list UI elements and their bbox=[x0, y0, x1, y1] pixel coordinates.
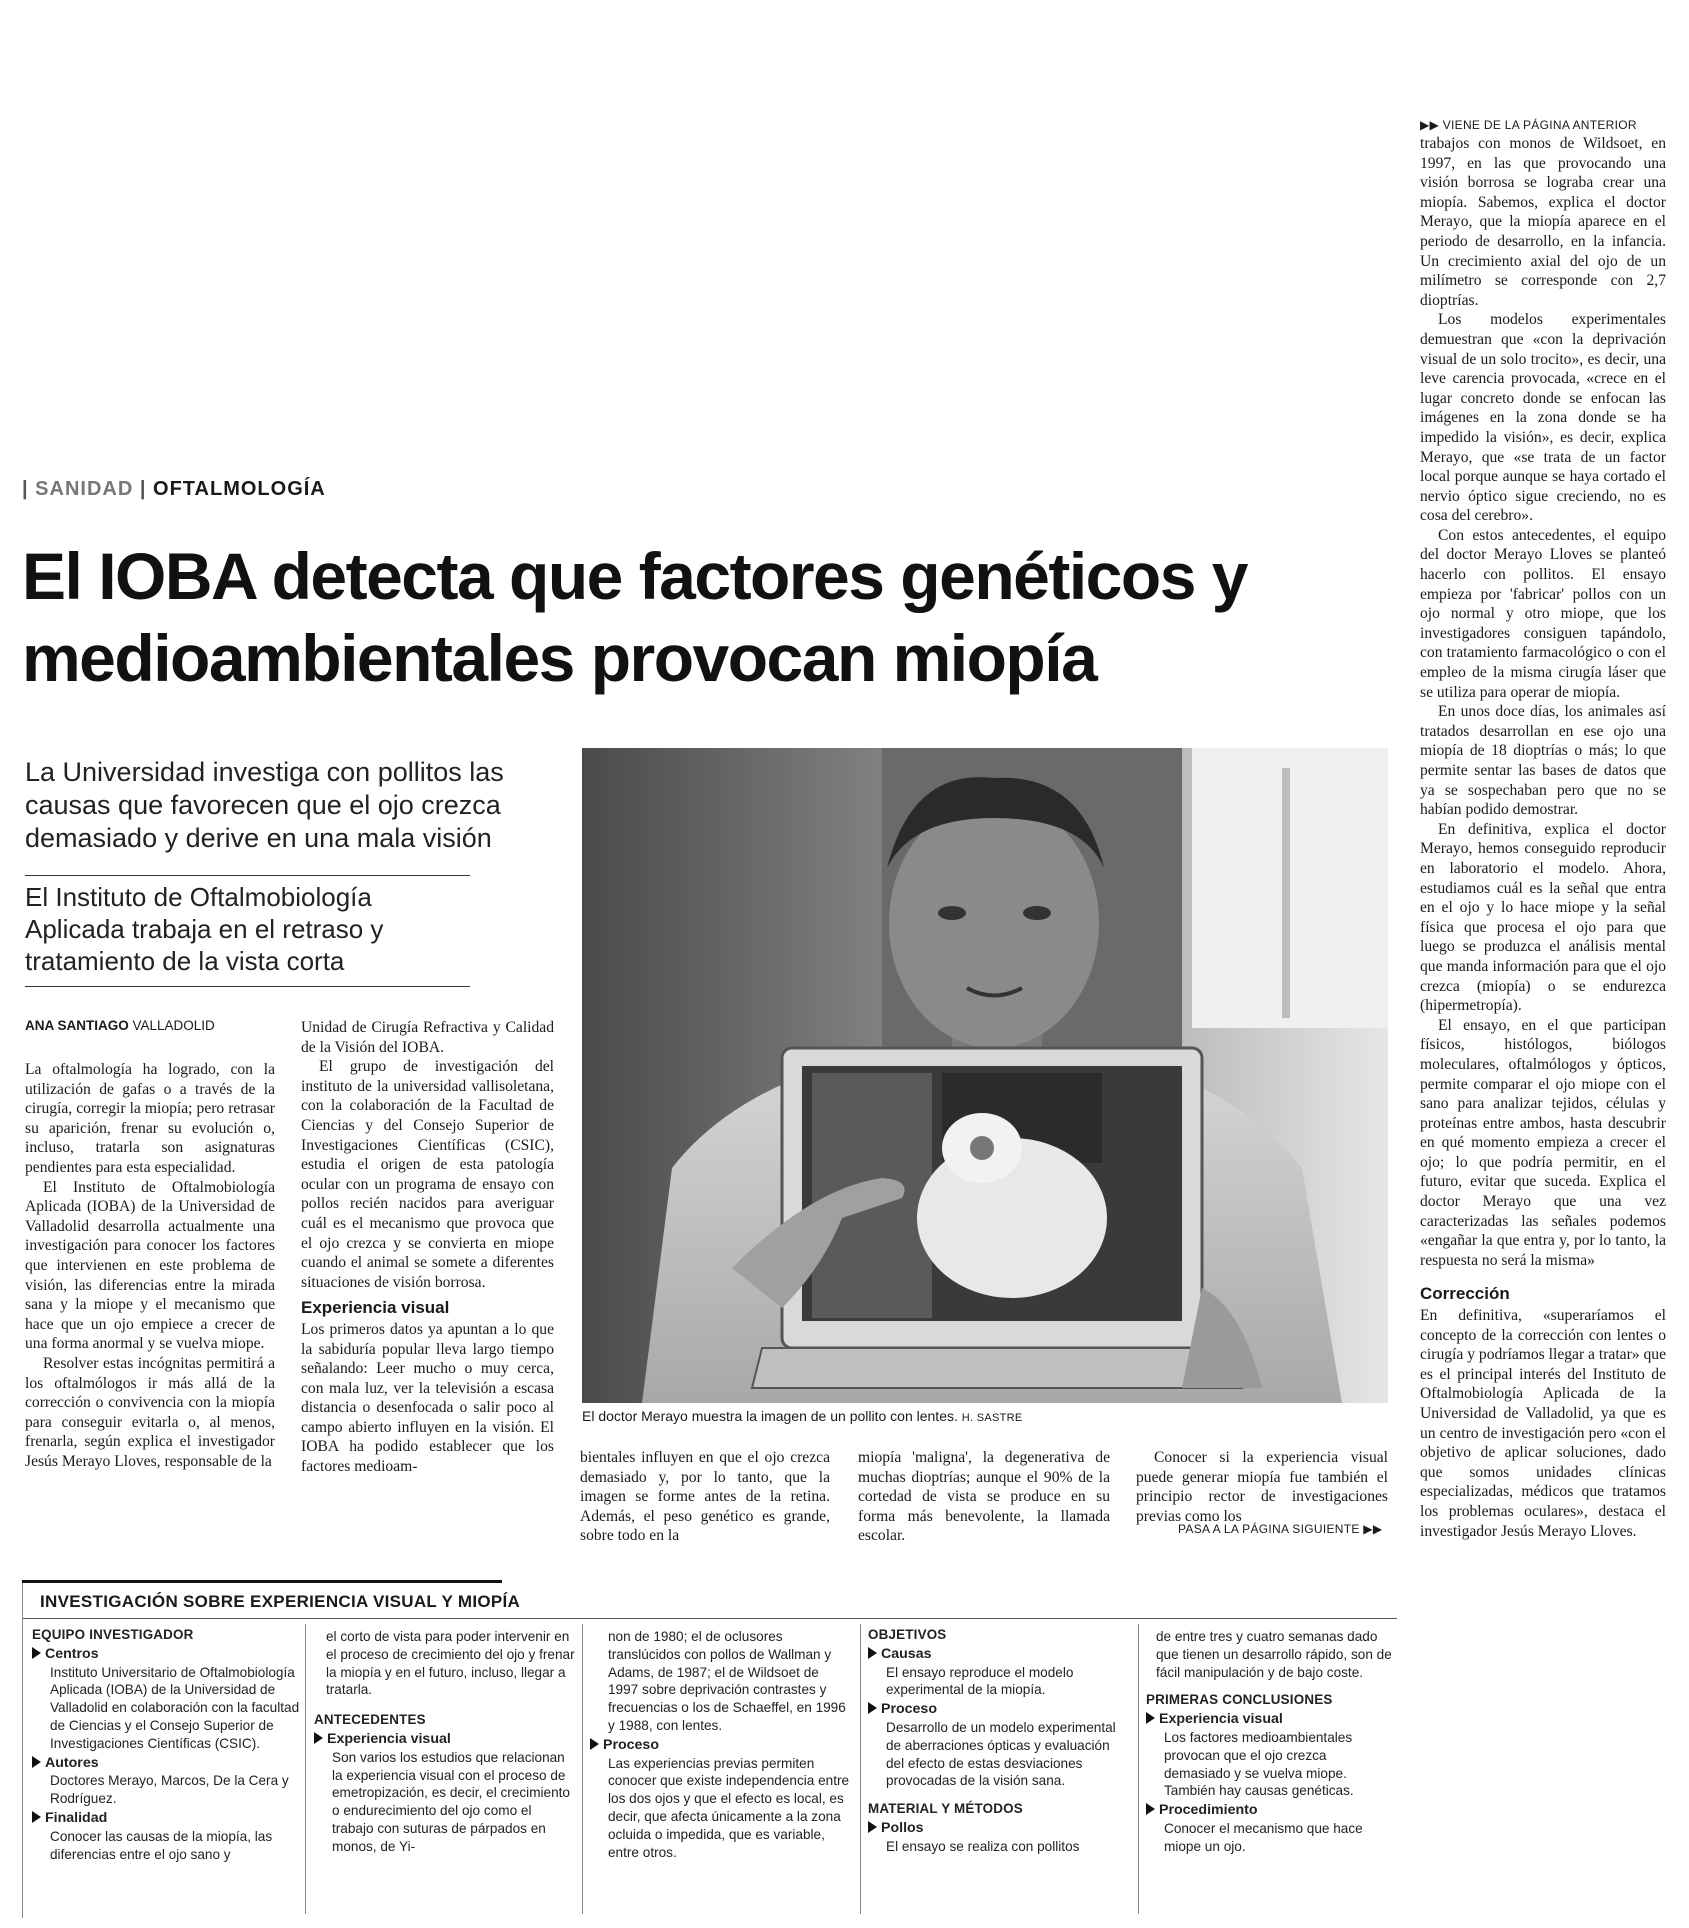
paragraph: El grupo de investigación del instituto de la universidad vallisoletana, con la colaboración de la Facultad de Ciencias y del Consejo Superior de Investigaciones Científicas (CSIC), estudia el origen de esta patología ocular con un programa de ensayo con pollos recién nacidos para averiguar cuál es el mecanismo que provoca que el ojo crezca y se convierta en miope cuando el animal se somete a diferentes situaciones de visión borrosa. bbox=[301, 1058, 554, 1291]
caption-credit: H. SASTRE bbox=[961, 1412, 1023, 1424]
triangle-bullet-icon bbox=[314, 1732, 323, 1744]
pollos-text-cont: de entre tres y cuatro semanas dado que tienen un desarrollo rápido, son de fácil manipulación y de bajo coste. bbox=[1156, 1629, 1392, 1680]
finalidad-text: Conocer las causas de la miopía, las diferencias entre el ojo sano y bbox=[50, 1828, 273, 1862]
pollos-item: Pollos bbox=[868, 1820, 1130, 1838]
subheadline: La Universidad investiga con pollitos las causas que favorecen que el ojo crezca demasiado y derive en una mala visión bbox=[25, 757, 504, 853]
paragraph: En unos doce días, los animales así tratados desarrollan en ese ojo una miopía de 18 dioptrías o más; lo que permite sentar las bases de datos que ya se sospechaban pero que no se habían podido demostrar. bbox=[1420, 703, 1666, 819]
triangle-bullet-icon bbox=[1146, 1803, 1155, 1815]
paragraph: El Instituto de Oftalmobiología Aplicada (IOBA) de la Universidad de Valladolid desarrolla actualmente una investigación para conocer los factores que intervienen en este problema de visión, las diferencias entre la mirada sana y la miope y el mecanismo que hace que un ojo empiece a crecer de una forma anormal y se vuelva miope. bbox=[25, 1178, 275, 1353]
article-right-column bbox=[1420, 134, 1666, 1541]
triangle-bullet-icon bbox=[32, 1647, 41, 1659]
byline-author: ANA SANTIAGO bbox=[25, 1018, 129, 1033]
paragraph: En definitiva, explica el doctor Merayo, hemos conseguido reproducir en laboratorio el modelo. Ahora, estudiamos cuál es la señal que entra en el ojo y lo hace miope y la señal física que procesa el ojo para que luego se produzca el análisis mental que manda información para que el ojo crezca (miopía) o se endurezca (hipermetropía). bbox=[1420, 820, 1666, 1015]
paragraph: Unidad de Cirugía Refractiva y Calidad de la Visión del IOBA. bbox=[301, 1019, 554, 1056]
article-column-4 bbox=[858, 1448, 1110, 1546]
double-arrow-icon: ▶▶ bbox=[1363, 1522, 1383, 1536]
infobox-title: INVESTIGACIÓN SOBRE EXPERIENCIA VISUAL Y MIOPÍA bbox=[40, 1592, 521, 1611]
triangle-bullet-icon bbox=[590, 1738, 599, 1750]
headline: El IOBA detecta que factores genéticos y medioambientales provocan miopía bbox=[22, 539, 1247, 695]
centros-item: Centros bbox=[32, 1646, 300, 1664]
causas-item: Causas bbox=[868, 1646, 1130, 1664]
triangle-bullet-icon bbox=[1146, 1712, 1155, 1724]
paragraph: Los modelos experimentales demuestran que «con la deprivación visual de un solo trocito», es decir, una leve carencia provocada, «crece en el lugar concreto donde se enfocan las imágenes en la zona donde se ha impedido la visión», es decir, explica Merayo, que «se trata de un factor local porque aunque se haya cortado el nervio óptico sigue creciendo, no es cosa del cerebro». bbox=[1420, 311, 1666, 525]
subhead-experiencia-visual: Experiencia visual bbox=[301, 1298, 450, 1318]
article-column-5 bbox=[1136, 1448, 1388, 1526]
subhead-correccion: Corrección bbox=[1420, 1284, 1510, 1304]
paragraph: Resolver estas incógnitas permitirá a los oftalmólogos ir más allá de la corrección o convivencia con la miopía para conseguir evitarla o, al menos, frenarla, según explica el investigador Jesús Merayo Lloves, responsable de la bbox=[25, 1354, 275, 1470]
material-label: MATERIAL Y MÉTODOS bbox=[868, 1801, 1023, 1817]
triangle-bullet-icon bbox=[868, 1702, 877, 1714]
paragraph: Los primeros datos ya apuntan a lo que la sabiduría popular lleva largo tiempo señalando: Leer mucho o muy cerca, con mala luz, ver la televisión a escasa distancia o desenfocada o salir poco al campo abierto influyen en la visión. El IOBA ha podido establecer que los factores medioam- bbox=[301, 1320, 554, 1476]
paragraph: En definitiva, «superaríamos el concepto de la corrección con lentes o cirugía y podríamos llegar a tratar» que es el principal interés del Instituto de Oftalmobiología Aplicada de la Universidad de Valladolid, ya que es un centro de investigación pero «con el objetivo de aplicar soluciones, dado que somos unidades clínicas especializadas, médicos que tratamos los problemas oculares», destaca el investigador Jesús Merayo Lloves. bbox=[1420, 1307, 1666, 1540]
experiencia-item: Experiencia visual bbox=[314, 1731, 576, 1749]
proceso-text: Las experiencias previas permiten conocer que existe independencia entre los dos ojos y que el efecto es local, es decir, que afecta únicamente a la zona ocluida o impedida, que es variable, entre otros. bbox=[608, 1755, 850, 1860]
proceso2-item: Proceso bbox=[868, 1701, 1130, 1719]
experiencia-text: Son varios los estudios que relacionan la experiencia visual con el proceso de emetropización, es decir, el crecimiento o endurecimiento del ojo como el trabajo con suturas de párpados en monos, de Yi- bbox=[332, 1749, 570, 1854]
procedimiento-item: Procedimiento bbox=[1146, 1802, 1394, 1820]
section-secondary: OFTALMOLOGÍA bbox=[153, 478, 326, 500]
article-column-1 bbox=[25, 1060, 275, 1471]
infobox bbox=[22, 1580, 1397, 1920]
triangle-bullet-icon bbox=[868, 1821, 877, 1833]
double-arrow-icon: ▶▶ bbox=[1420, 118, 1440, 132]
equipo-label: EQUIPO INVESTIGADOR bbox=[32, 1627, 194, 1642]
finalidad-item: Finalidad bbox=[32, 1810, 300, 1828]
photo-doctor-with-laptop bbox=[582, 748, 1388, 1403]
paragraph: La oftalmología ha logrado, con la utilización de gafas o a través de la cirugía, corregir la miopía; pero retrasar su aparición, frenar su evolución o, incluso, tratarla son asignaturas pendientes para esta especialidad. bbox=[25, 1061, 275, 1176]
conclusiones-label: PRIMERAS CONCLUSIONES bbox=[1146, 1692, 1333, 1708]
autores-item: Autores bbox=[32, 1755, 300, 1773]
exp2-item: Experiencia visual bbox=[1146, 1711, 1394, 1729]
paragraph: Conocer si la experiencia visual puede generar miopía fue también el principio rector de investigaciones previas como los bbox=[1136, 1449, 1388, 1525]
infobox-column-3 bbox=[590, 1628, 852, 1861]
paragraph: miopía 'maligna', la degenerativa de muchas dioptrías; aunque el 90% de la cortedad de vista se produce en su forma más benevolente, la llamada escolar. bbox=[858, 1449, 1110, 1545]
infobox-column-2 bbox=[314, 1628, 576, 1856]
paragraph: bientales influyen en que el ojo crezca demasiado y, por lo tanto, que la imagen se forme antes de la retina. Además, el peso genético es grande, sobre todo en la bbox=[580, 1449, 830, 1545]
finalidad-text-cont: el corto de vista para poder intervenir en el proceso de crecimiento del ojo y frenar la miopía y en el futuro, incluso, llegar a tratarla. bbox=[326, 1629, 575, 1698]
centros-text: Instituto Universitario de Oftalmobiología Aplicada (IOBA) de la Universidad de Valladolid en colaboración con la facultad de Ciencias y el Consejo Superior de Investigaciones Científicas (CSIC). bbox=[50, 1664, 300, 1751]
triangle-bullet-icon bbox=[32, 1756, 41, 1768]
infobox-column-1 bbox=[32, 1622, 300, 1863]
causas-text: El ensayo reproduce el modelo experimental de la miopía. bbox=[886, 1664, 1074, 1698]
section-primary: SANIDAD bbox=[35, 478, 134, 500]
continued-to: PASA A LA PÁGINA SIGUIENTE ▶▶ bbox=[1178, 1522, 1383, 1536]
antecedentes-text-cont: non de 1980; el de oclusores translúcidos con pollos de Wallman y Adams, de 1987; el de Wildsoet de 1997 sobre deprivación contrastes y frecuencias o los de Schaeffel, en 1996 y 1988, con lentes. bbox=[608, 1629, 846, 1733]
infobox-column-5 bbox=[1146, 1628, 1394, 1856]
caption-text: El doctor Merayo muestra la imagen de un pollito con lentes. bbox=[582, 1408, 958, 1424]
photo-caption bbox=[582, 1408, 1388, 1424]
antecedentes-label: ANTECEDENTES bbox=[314, 1712, 426, 1728]
objetivos-label: OBJETIVOS bbox=[868, 1627, 947, 1642]
paragraph: trabajos con monos de Wildsoet, en 1997, en las que provocando una visión borrosa se lograba crear una miopía. Sabemos, explica el doctor Merayo, que la miopía aparece en el periodo de desarrollo, en la infancia. Un crecimiento axial del ojo de un milímetro se corresponde con 2,7 dioptrías. bbox=[1420, 135, 1666, 309]
photo bbox=[582, 748, 1388, 1403]
proceso-item: Proceso bbox=[590, 1737, 852, 1755]
section-kicker: | SANIDAD | OFTALMOLOGÍA bbox=[22, 478, 326, 500]
byline bbox=[25, 1018, 215, 1033]
subheadline-secondary: El Instituto de Oftalmobiología Aplicada trabaja en el retraso y tratamiento de la vista corta bbox=[25, 882, 384, 976]
triangle-bullet-icon bbox=[32, 1811, 41, 1823]
paragraph: El ensayo, en el que participan físicos, histólogos, biólogos moleculares, oftalmólogos y ópticos, permite comparar el ojo miope con el sano para analizar tejidos, células y proteínas entre ambos, hasta descubrir en qué momento empieza a crecer el ojo; lo que podría permitir, en el futuro, evitar que suceda. Explica el doctor Merayo que una vez caracterizadas las señales podemos «engañar la que entra y, por lo tanto, la respuesta no será la misma» bbox=[1420, 1016, 1666, 1269]
byline-location: VALLADOLID bbox=[132, 1018, 215, 1033]
exp2-text: Los factores medioambientales provocan que el ojo crezca demasiado y se vuelva miope. También hay causas genéticas. bbox=[1164, 1729, 1354, 1799]
procedimiento-text: Conocer el mecanismo que hace miope un ojo. bbox=[1164, 1820, 1363, 1854]
article-column-3 bbox=[580, 1448, 830, 1546]
continued-from: ▶▶ VIENE DE LA PÁGINA ANTERIOR bbox=[1420, 118, 1637, 132]
autores-text: Doctores Merayo, Marcos, De la Cera y Rodríguez. bbox=[50, 1773, 289, 1807]
article-column-2 bbox=[301, 1018, 554, 1477]
paragraph: Con estos antecedentes, el equipo del doctor Merayo Lloves se planteó hacerlo con pollitos. El ensayo empieza por 'fabricar' pollos con un ojo normal y otro miope, que los investigadores consiguen tapándolo, con tratamiento farmacológico o con el empleo de la misma cirugía láser que se utiliza para operar de miopía. bbox=[1420, 526, 1666, 701]
infobox-column-4 bbox=[868, 1622, 1130, 1856]
triangle-bullet-icon bbox=[868, 1647, 877, 1659]
proceso2-text: Desarrollo de un modelo experimental de aberraciones ópticas y evaluación del efecto de estas desviaciones provocadas de la visión sana. bbox=[886, 1719, 1116, 1789]
pollos-text: El ensayo se realiza con pollitos bbox=[886, 1838, 1080, 1854]
